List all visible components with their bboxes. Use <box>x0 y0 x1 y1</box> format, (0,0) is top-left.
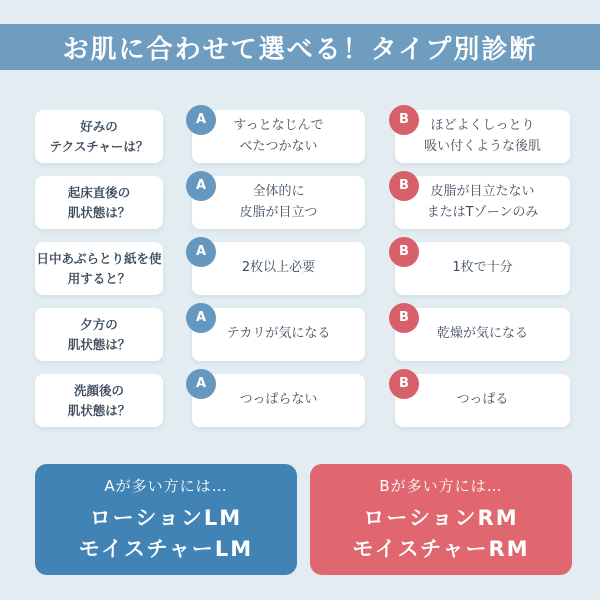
answer-a-card <box>192 176 365 229</box>
answer-b-card <box>395 308 570 361</box>
question-card <box>35 176 163 229</box>
question-card <box>35 374 163 427</box>
result-a-heading: Aが多い方には… <box>104 477 228 496</box>
answer-a-card <box>192 374 365 427</box>
badge-a: A <box>186 171 216 201</box>
answer-a-text: すっとなじんで <box>233 117 324 133</box>
question-text: 日中あぶらとり紙を使 <box>36 251 162 267</box>
result-a-box <box>35 464 297 575</box>
answer-b-text: つっぱる <box>456 392 509 408</box>
question-text: 肌状態は？ <box>67 336 131 352</box>
answer-b-text: 吸い付くような後肌 <box>423 138 541 154</box>
question-text: 起床直後の <box>67 185 131 201</box>
question-card <box>35 308 163 361</box>
answer-a-text: つっぱらない <box>239 392 318 408</box>
question-text: テクスチャーは？ <box>49 138 149 154</box>
badge-b: B <box>389 237 419 267</box>
question-card <box>35 110 163 163</box>
answer-a-text: 2枚以上必要 <box>241 260 316 276</box>
answer-b-card <box>395 110 570 163</box>
result-b-box <box>310 464 572 575</box>
question-text: 用すると？ <box>67 270 131 286</box>
answer-b-card <box>395 176 570 229</box>
question-text: 洗顔後の <box>73 383 124 399</box>
result-b-heading: Bが多い方には… <box>379 477 503 496</box>
badge-a: A <box>186 105 216 135</box>
question-text: 肌状態は？ <box>67 402 131 418</box>
quiz-row-after-washing <box>35 374 570 427</box>
answer-b-text: ほどよくしっとり <box>430 117 535 133</box>
quiz-row-texture <box>35 110 570 163</box>
result-b-product-lotion: ローションRM <box>363 506 519 531</box>
answer-b-card <box>395 242 570 295</box>
badge-b: B <box>389 303 419 333</box>
answer-b-text: またはTゾーンのみ <box>426 204 539 220</box>
question-text: 肌状態は？ <box>67 204 131 220</box>
quiz-row-evening-skin <box>35 308 570 361</box>
answer-b-card <box>395 374 570 427</box>
question-text: 好みの <box>80 119 118 135</box>
answer-a-card <box>192 110 365 163</box>
answer-b-text: 皮脂が目立たない <box>430 183 535 199</box>
results-section <box>35 464 572 575</box>
result-a-product-lotion: ローションLM <box>89 506 243 531</box>
badge-b: B <box>389 105 419 135</box>
badge-a: A <box>186 237 216 267</box>
answer-a-card <box>192 242 365 295</box>
badge-a: A <box>186 303 216 333</box>
result-b-product-moisture: モイスチャーRM <box>352 536 530 561</box>
answer-b-text: 乾燥が気になる <box>436 326 528 342</box>
answer-b-text: 1枚で十分 <box>452 260 513 276</box>
answer-a-text: べたつかない <box>239 138 318 154</box>
badge-b: B <box>389 171 419 201</box>
quiz-row-blotting-paper <box>35 242 570 295</box>
badge-b: B <box>389 369 419 399</box>
answer-a-text: 全体的に <box>252 183 305 199</box>
answer-a-card <box>192 308 365 361</box>
result-a-product-moisture: モイスチャーLM <box>78 536 254 561</box>
question-text: 夕方の <box>80 317 118 333</box>
answer-a-text: テカリが気になる <box>226 326 331 342</box>
badge-a: A <box>186 369 216 399</box>
question-card <box>35 242 163 295</box>
quiz-row-morning-skin <box>35 176 570 229</box>
quiz-table <box>35 110 570 440</box>
answer-a-text: 皮脂が目立つ <box>239 204 318 220</box>
page-title: お肌に合わせて選べる！タイプ別診断 <box>0 24 600 70</box>
